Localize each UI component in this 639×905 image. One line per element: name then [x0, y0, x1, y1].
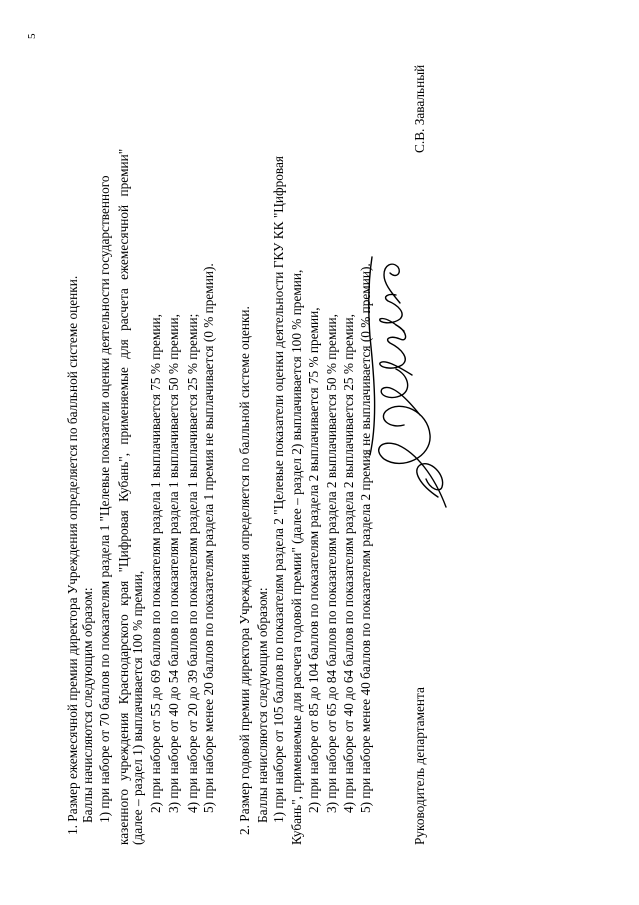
signatory-name: С.В. Завальный — [412, 64, 427, 153]
section2-item1-line1: 1) при наборе от 105 баллов по показателям раздела 2 "Целевые показатели оценки деятельности ГКУ КК "Цифровая — [271, 155, 286, 823]
section1-item1-line1: 1) при наборе от 70 баллов по показателям раздела 1 "Целевые показатели оценки деятельности государственного — [97, 175, 112, 823]
signatory-position: Руководитель департамента — [412, 687, 427, 845]
section1-item2: 2) при наборе от 55 до 69 баллов по показателям раздела 1 выплачивается 75 % премии, — [148, 314, 163, 813]
section2-item3: 3) при наборе от 65 до 84 баллов по показателям раздела 2 выплачивается 50 % премии, — [324, 314, 339, 813]
section1-item4: 4) при наборе от 20 до 39 баллов по показателям раздела 1 выплачивается 25 % премии; — [185, 313, 200, 813]
section2-item1-line2: Кубань", применяемые для расчета годовой премии" (далее – раздел 2) выплачивается 100 % премии, — [289, 269, 304, 845]
section1-item1-line2: казенного учреждения Краснодарского края "Цифровая Кубань", применяемые для расчета ежемесячной премии" — [116, 148, 131, 845]
section2-item4: 4) при наборе от 40 до 64 баллов по показателям раздела 2 выплачивается 25 % премии, — [341, 314, 356, 813]
page-number: 5 — [26, 33, 38, 39]
section2-item2: 2) при наборе от 85 до 104 баллов по показателям раздела 2 выплачивается 75 % премии, — [306, 307, 321, 813]
section1-item3: 3) при наборе от 40 до 54 баллов по показателям раздела 1 выплачивается 50 % премии, — [166, 314, 181, 813]
section1-intro: Баллы начисляются следующим образом: — [80, 587, 95, 823]
section1-item5: 5) при наборе менее 20 баллов по показателям раздела 1 премия не выплачивается (0 % премии). — [201, 263, 216, 813]
section1-item1-line3: (далее – раздел 1) выплачивается 100 % премии, — [130, 570, 145, 845]
section1-heading: 1. Размер ежемесячной премии директора Учреждения определяется по балльной системе оценки. — [65, 275, 80, 835]
section2-heading: 2. Размер годовой премии директора Учреждения определяется по балльной системе оценки. — [237, 306, 252, 835]
handwritten-signature — [350, 235, 470, 515]
section2-item5: 5) при наборе менее 40 баллов по показателям раздела 2 премия не выплачивается (0 % премии). — [358, 263, 373, 813]
section2-intro: Баллы начисляются следующим образом: — [255, 587, 270, 823]
